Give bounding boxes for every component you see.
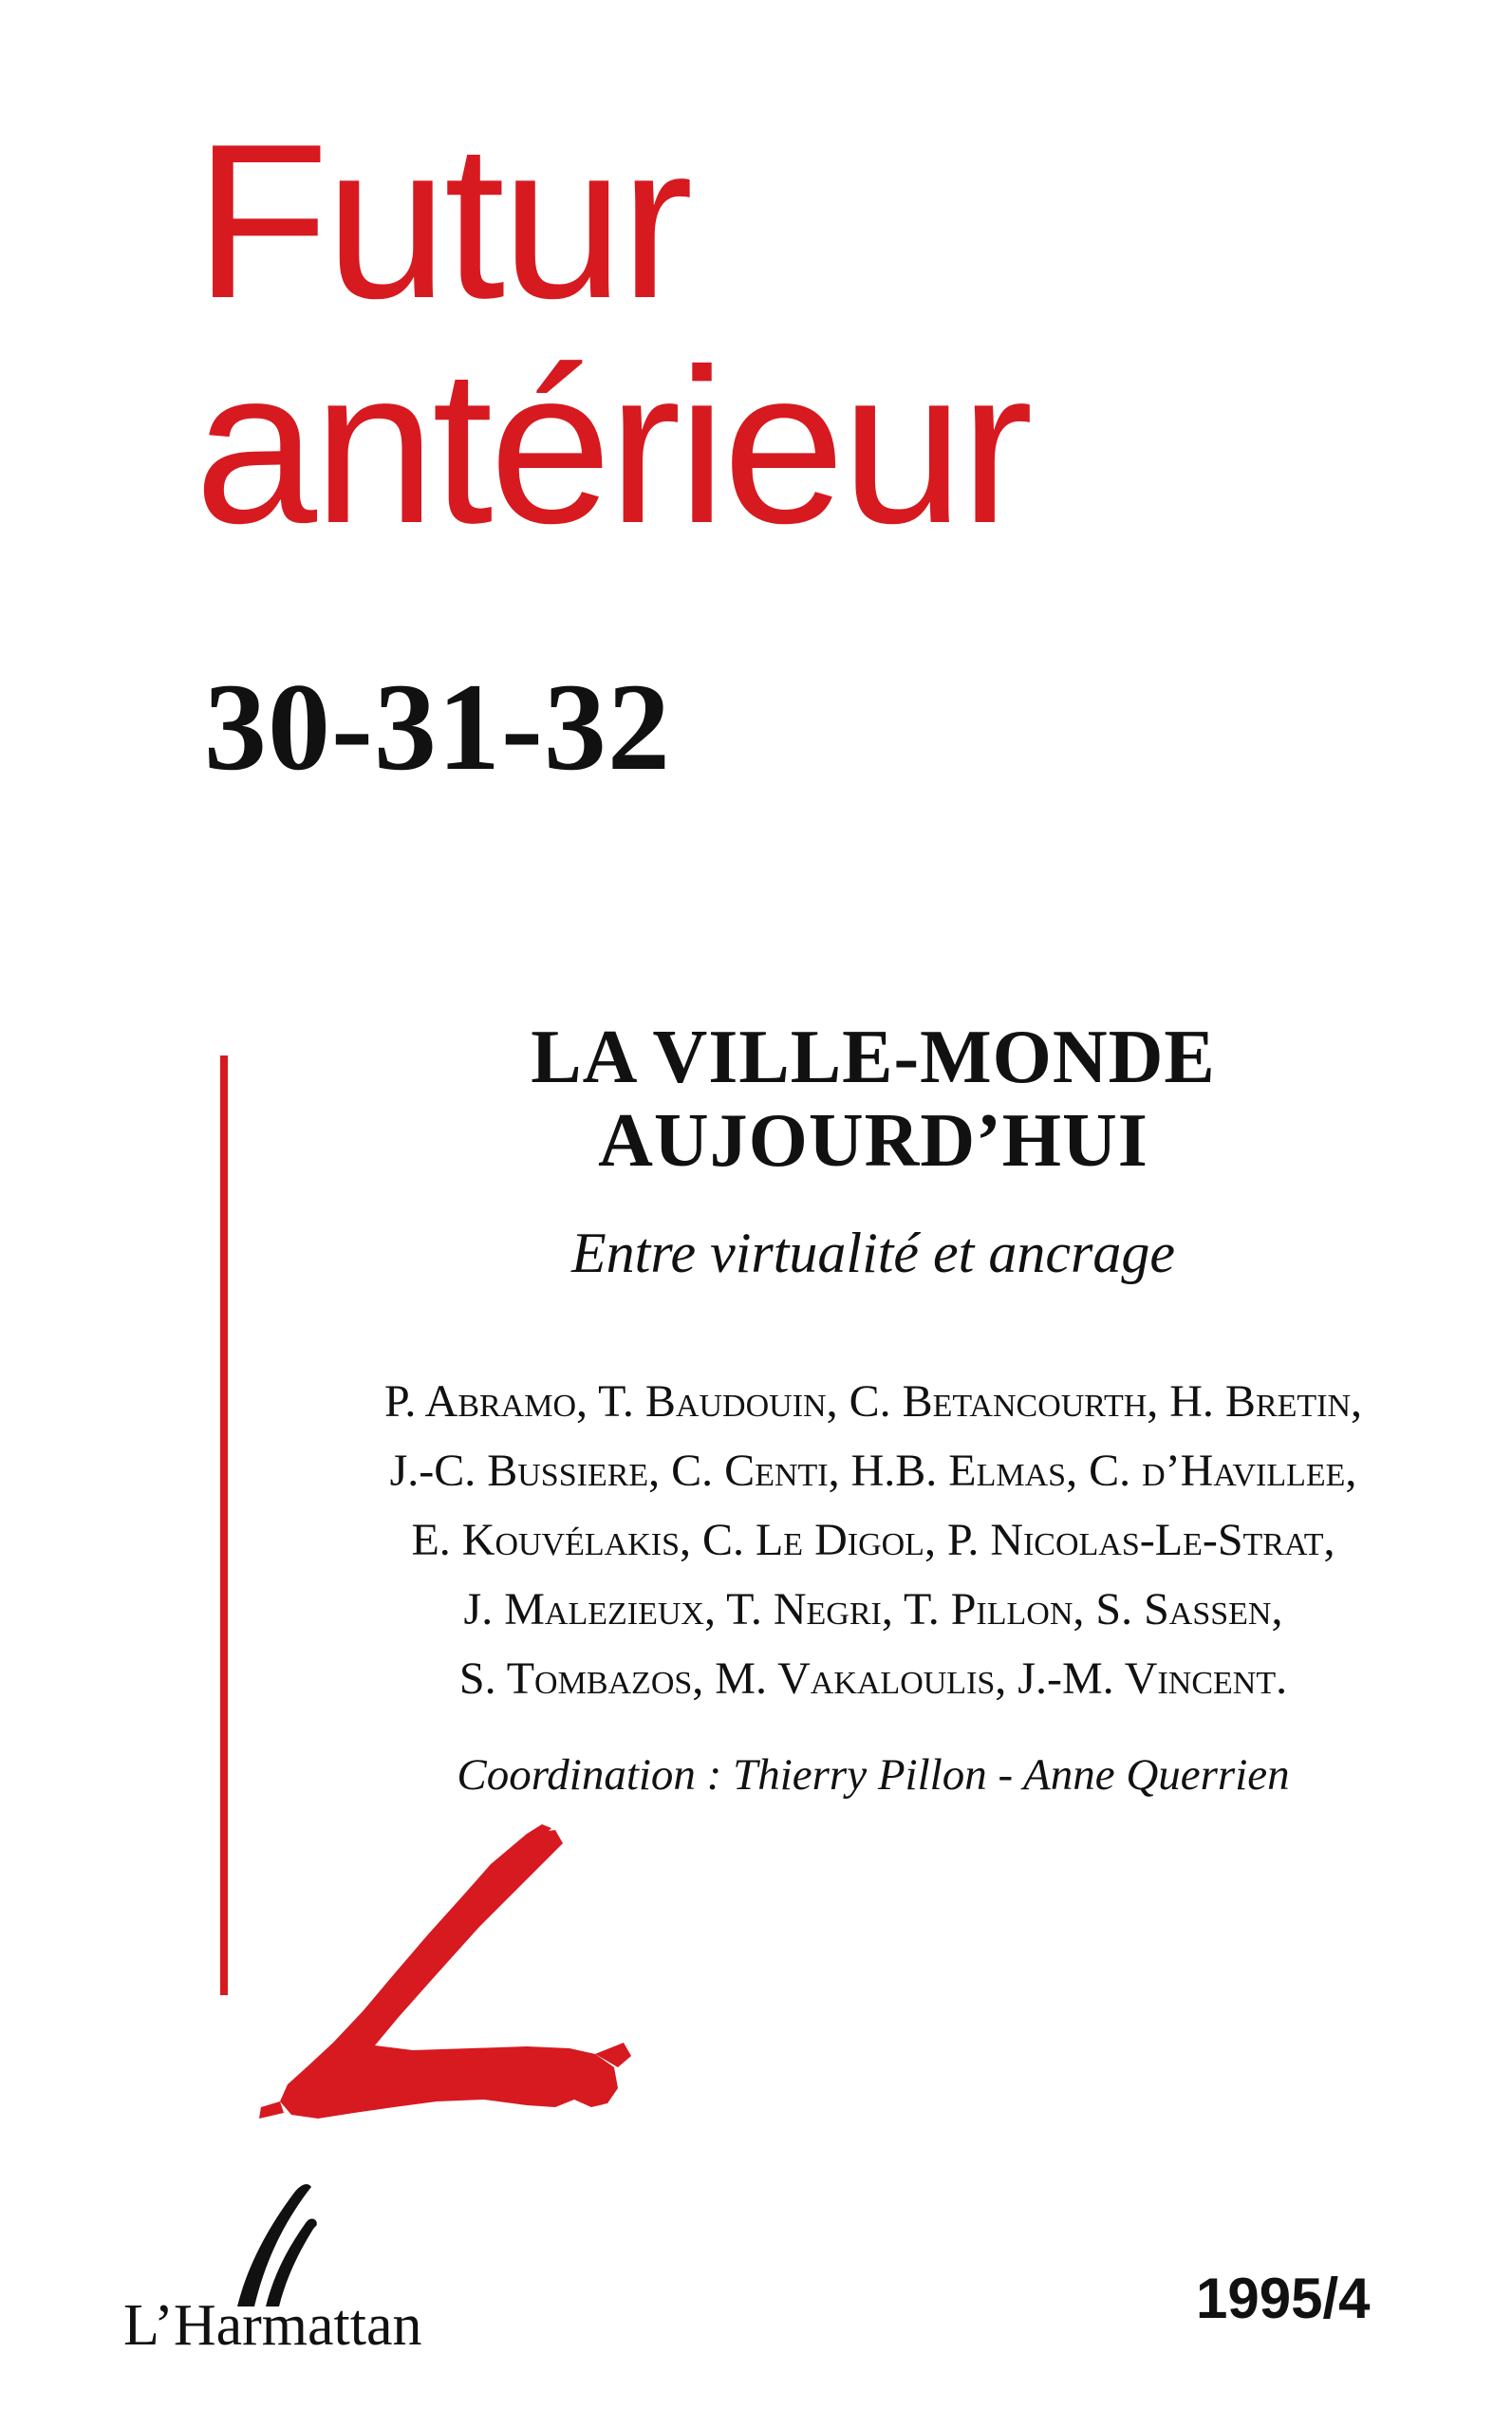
- author-line: J.-C. Bussiere, C. Centi, H.B. Elmas, C. d’Havillee,: [389, 1446, 1357, 1496]
- coordination-credit: Coordination : Thierry Pillon - Anne Querrien: [457, 1750, 1290, 1800]
- dossier-subtitle: Entre virtualité et ancrage: [571, 1222, 1175, 1284]
- author-list: [313, 1367, 1433, 1713]
- dossier-title: [313, 1016, 1433, 1183]
- issue-number: 30-31-32: [204, 657, 671, 796]
- author-line: E. Kouvélakis, C. Le Digol, P. Nicolas-Le-Strat,: [411, 1515, 1335, 1565]
- journal-title-line-1: Futur: [195, 99, 690, 345]
- issue-year: 1995/4: [1196, 2267, 1371, 2330]
- journal-title-line-2: antérieur: [195, 324, 1030, 570]
- publisher-logo: [123, 2164, 522, 2354]
- dossier-title-line-1: LA VILLE-MONDE: [531, 1016, 1216, 1099]
- harmattan-quill-logo-icon: [237, 2184, 317, 2306]
- publisher-name: L’Harmattan: [123, 2293, 422, 2354]
- author-line: S. Tombazos, M. Vakaloulis, J.-M. Vincent.: [458, 1653, 1288, 1704]
- author-line: J. Malezieux, T. Negri, T. Pillon, S. Sassen,: [463, 1584, 1283, 1634]
- dossier-title-line-2: AUJOURD’HUI: [598, 1099, 1148, 1183]
- red-brush-stroke-icon: [242, 1822, 688, 2136]
- vertical-red-rule: [220, 1055, 228, 1995]
- author-line: P. Abramo, T. Baudouin, C. Betancourth, H. Bretin,: [383, 1376, 1363, 1427]
